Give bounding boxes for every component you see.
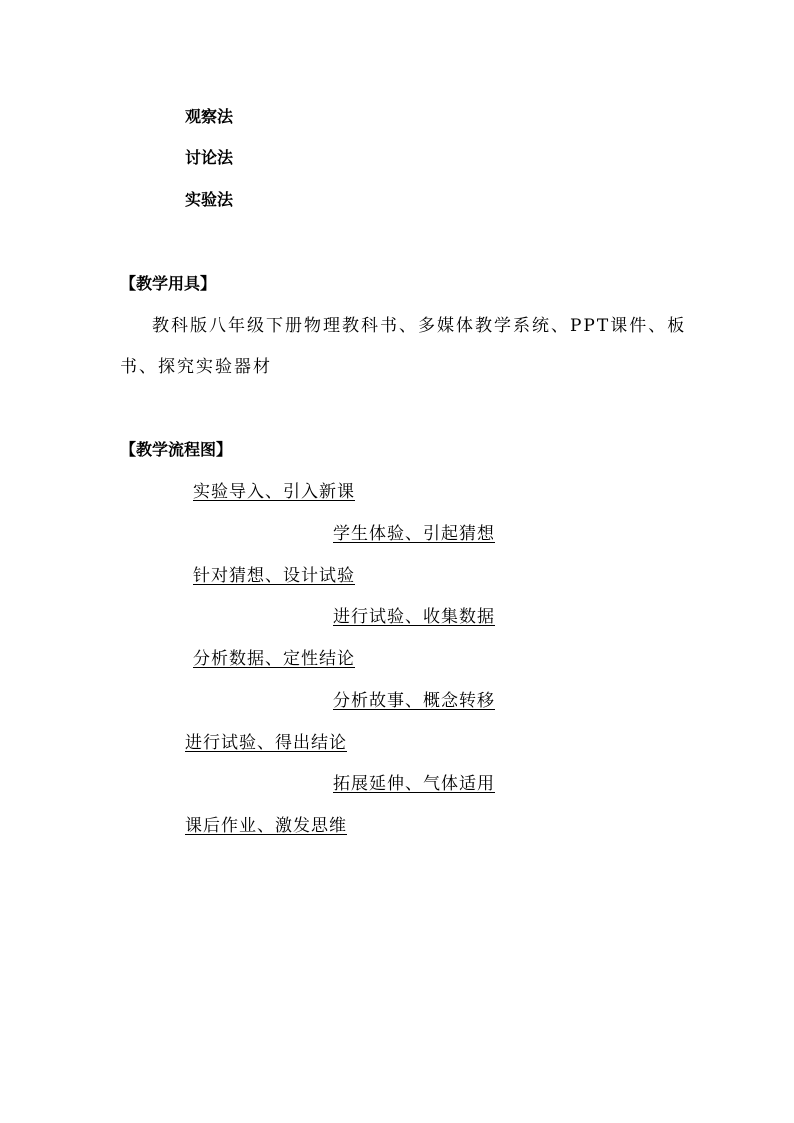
tools-text-line2: 书、探究实验器材 [120, 357, 272, 377]
flow-step: 针对猜想、设计试验 [193, 566, 355, 586]
tools-heading: 【教学用具】 [120, 274, 217, 293]
flow-step: 拓展延伸、气体适用 [333, 774, 495, 794]
method-observation: 观察法 [185, 107, 234, 126]
method-experiment: 实验法 [185, 190, 234, 209]
flow-step: 进行试验、收集数据 [333, 607, 495, 627]
flow-step: 进行试验、得出结论 [185, 733, 347, 753]
tools-text-line1: 教科版八年级下册物理教科书、多媒体教学系统、PPT课件、板 [152, 316, 687, 336]
method-discussion: 讨论法 [185, 148, 234, 167]
flow-step: 实验导入、引入新课 [193, 482, 355, 502]
flow-step: 分析故事、概念转移 [333, 691, 495, 711]
flow-heading: 【教学流程图】 [120, 440, 233, 459]
flow-step: 学生体验、引起猜想 [333, 524, 495, 544]
flow-step: 分析数据、定性结论 [193, 649, 355, 669]
flow-step: 课后作业、激发思维 [185, 816, 347, 836]
